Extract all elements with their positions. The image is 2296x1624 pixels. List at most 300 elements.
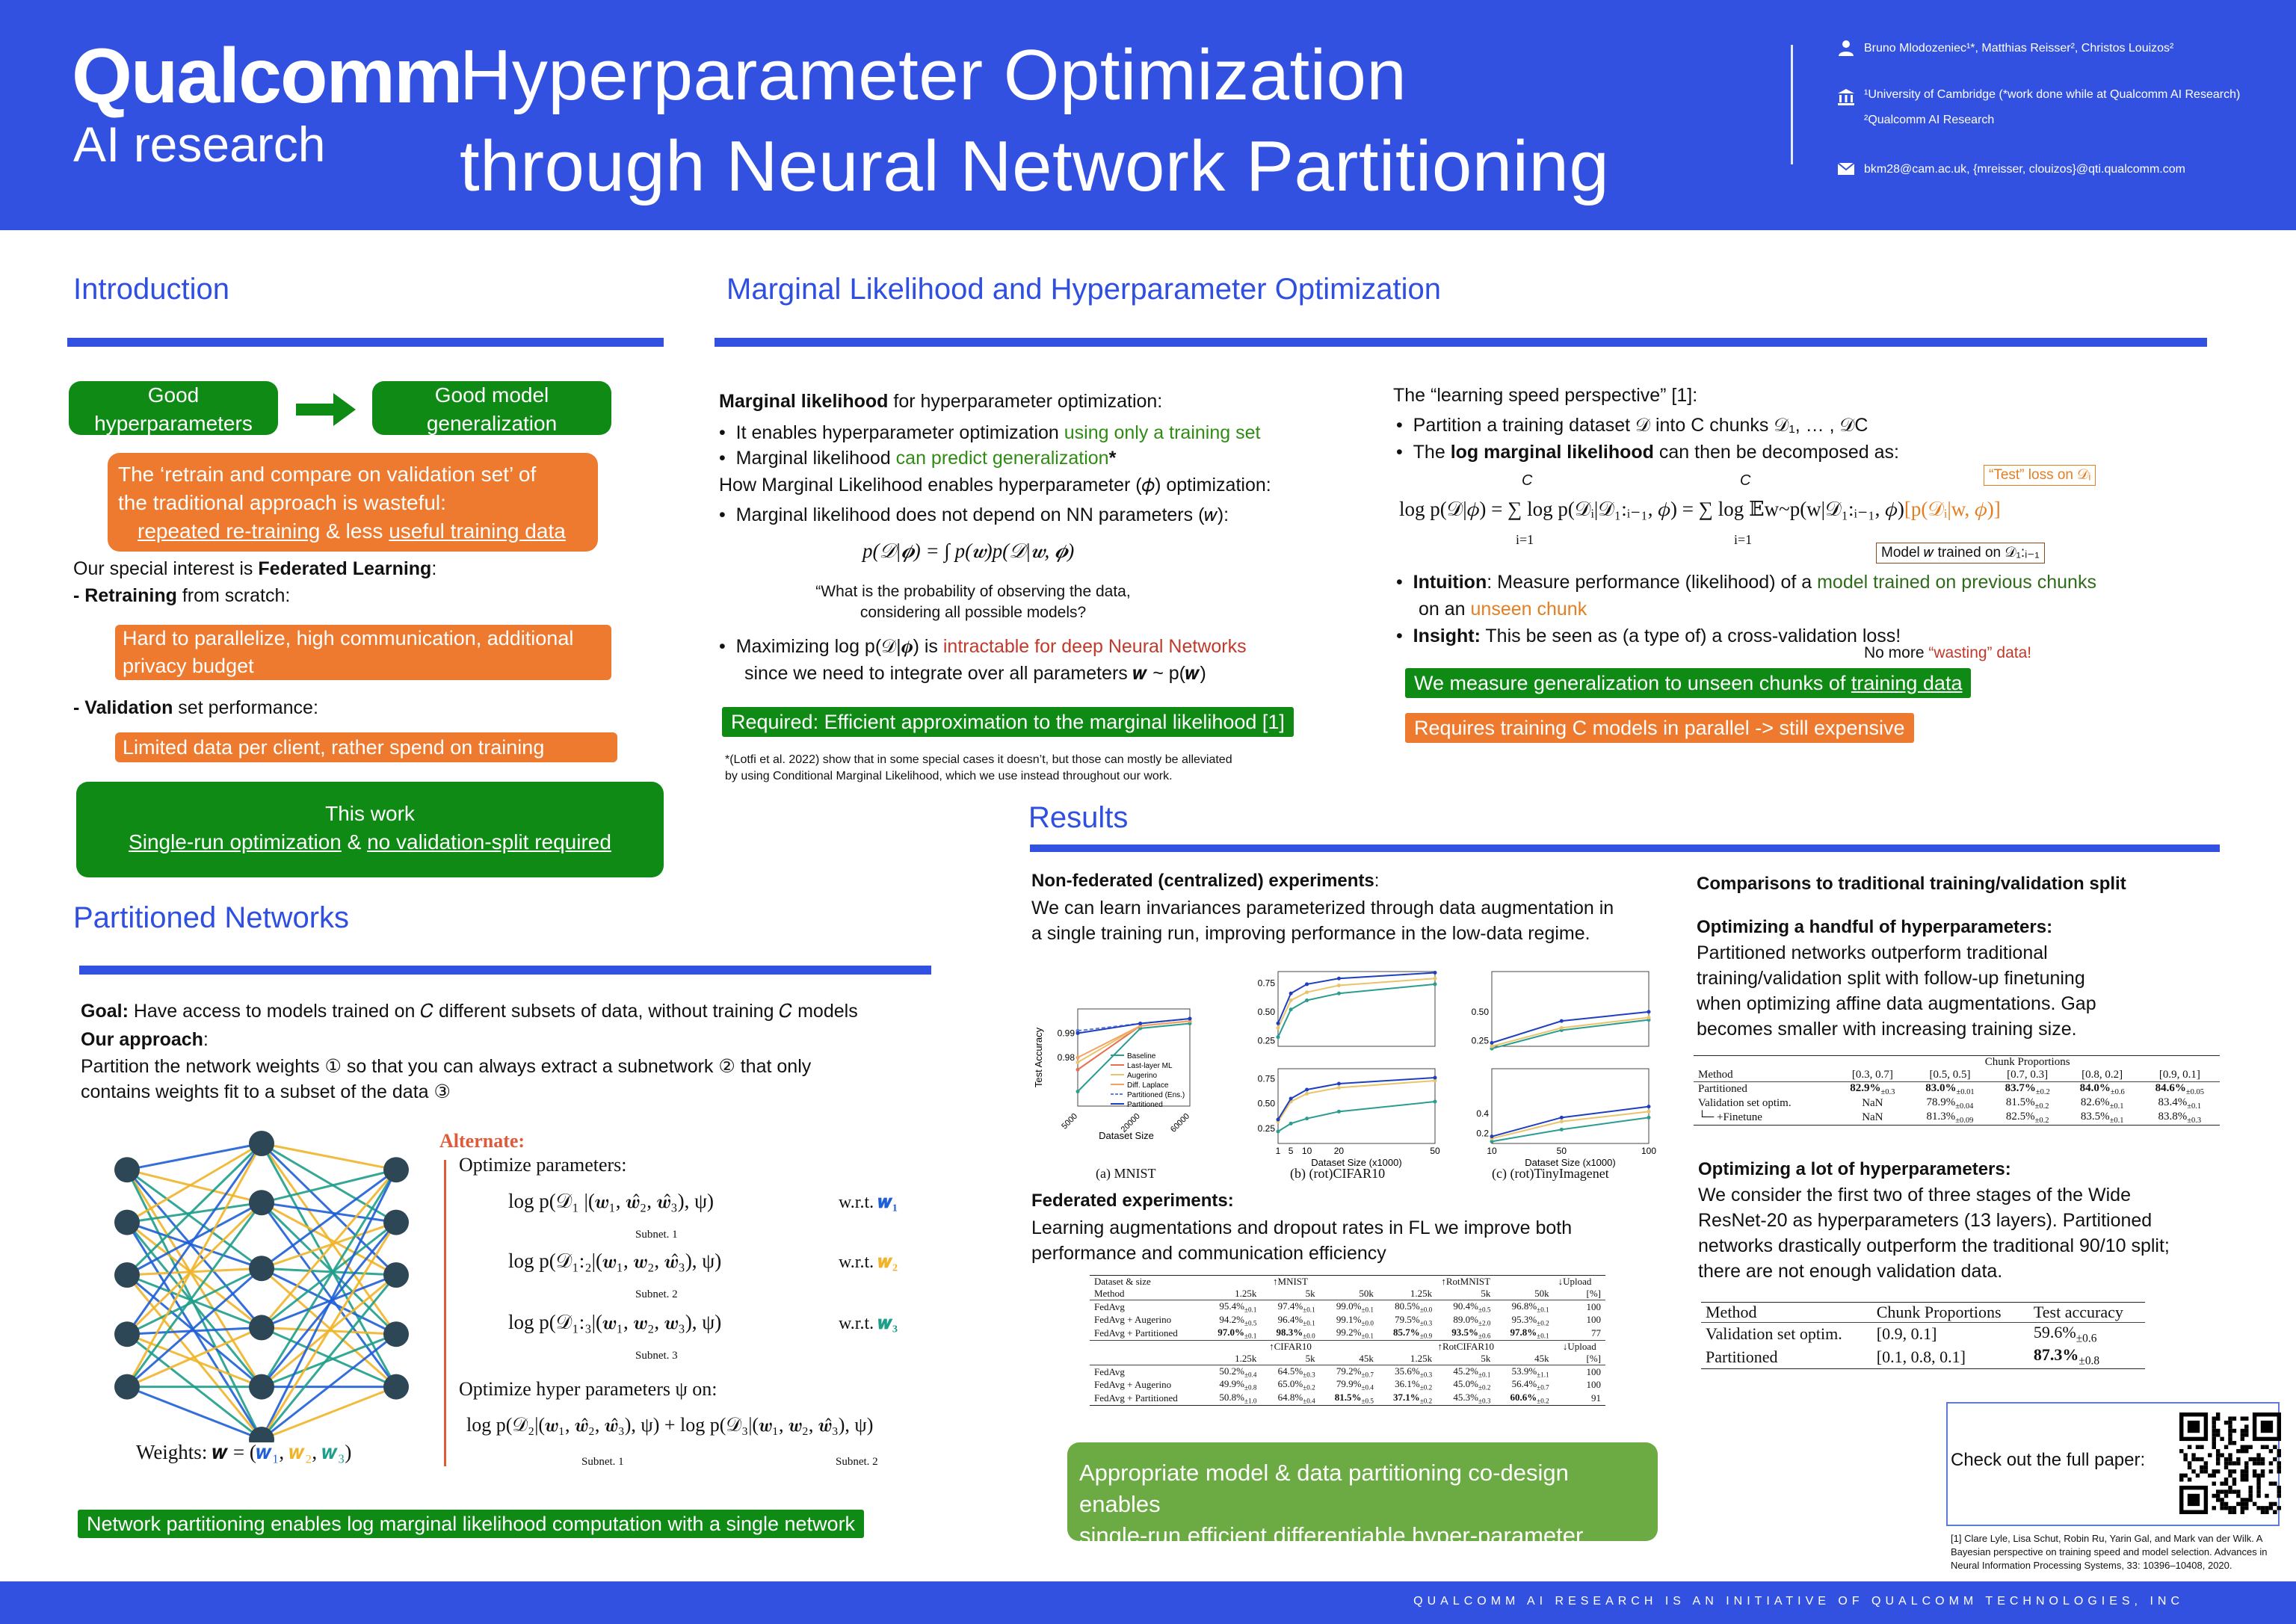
table-cell: 100 bbox=[1586, 1379, 1601, 1391]
qr-module bbox=[2216, 1449, 2220, 1453]
retraining-issue-box: Hard to parallelize, high communication, additional privacy budget bbox=[115, 625, 611, 680]
chart-a-ytick: 0.99 bbox=[1057, 1028, 1075, 1039]
qr-module bbox=[2216, 1453, 2220, 1457]
table-cell: $45.2\%_{\pm 0.1}$ bbox=[1453, 1365, 1491, 1379]
ls-bullet-2: • The log marginal likelihood can then be decomposed as: bbox=[1396, 442, 1899, 463]
chart-b-point bbox=[1337, 984, 1341, 987]
qr-module bbox=[2256, 1478, 2260, 1481]
qr-module bbox=[2248, 1445, 2252, 1449]
qr-module bbox=[2204, 1466, 2208, 1469]
qr-module bbox=[2228, 1474, 2232, 1478]
table-cell: [0.5, 0.5] bbox=[1929, 1069, 1971, 1081]
qr-finder bbox=[2188, 1494, 2200, 1506]
federated-table bbox=[1090, 1275, 1605, 1406]
network-node bbox=[114, 1374, 140, 1400]
qr-module bbox=[2232, 1478, 2236, 1481]
header-divider bbox=[1791, 45, 1793, 164]
qr-module bbox=[2261, 1474, 2265, 1478]
ls-title: The “learning speed perspective” [1]: bbox=[1393, 385, 1698, 406]
network-node bbox=[383, 1157, 409, 1182]
table-cell: $35.6\%_{\pm 0.3}$ bbox=[1395, 1365, 1433, 1379]
qr-module bbox=[2236, 1494, 2240, 1498]
table-cell: $65.0\%_{\pm 0.2}$ bbox=[1277, 1378, 1315, 1392]
qr-module bbox=[2196, 1457, 2200, 1461]
qr-module bbox=[2224, 1421, 2228, 1424]
subnet-2-label: Subnet. 2 bbox=[635, 1288, 678, 1300]
chart-c-point bbox=[1490, 1134, 1494, 1138]
table-cell: $96.4\%_{\pm 0.1}$ bbox=[1277, 1313, 1315, 1327]
table-cell: FedAvg bbox=[1094, 1365, 1125, 1377]
network-node bbox=[249, 1315, 274, 1340]
table-cell: 5k bbox=[1305, 1352, 1315, 1364]
qr-module bbox=[2179, 1449, 2183, 1453]
alternate-bracket bbox=[444, 1160, 446, 1466]
chart-c-point bbox=[1490, 1041, 1494, 1045]
qr-module bbox=[2253, 1469, 2256, 1473]
pn-approach-text: Partition the network weights ① so that you can always extract a subnetwork ② that only contains weights fit to a subset of the data ③ bbox=[81, 1056, 812, 1102]
qr-module bbox=[2273, 1445, 2277, 1449]
chart-c-point bbox=[1647, 1110, 1651, 1114]
qr-module bbox=[2188, 1466, 2191, 1469]
subnet-1-label: Subnet. 1 bbox=[635, 1229, 678, 1241]
good-generalization-box: Good model generalization bbox=[372, 381, 611, 435]
qr-module bbox=[2253, 1457, 2256, 1461]
chart-b-point bbox=[1305, 982, 1309, 986]
qr-module bbox=[2224, 1494, 2228, 1498]
qr-module bbox=[2244, 1433, 2248, 1436]
table-cell: $60.6\%_{\pm 0.2}$ bbox=[1510, 1391, 1549, 1405]
eq-subnet-2: log p(𝒟₁:₂|(𝒘₁, 𝒘₂, 𝒘̂₃), ψ) bbox=[508, 1250, 722, 1272]
chart-b-ytick: 0.75 bbox=[1257, 978, 1275, 989]
chart-b-point bbox=[1289, 992, 1293, 995]
table-header bbox=[1694, 1056, 2220, 1069]
qr-module bbox=[2261, 1461, 2265, 1465]
table-cell: $99.2\%_{\pm 0.1}$ bbox=[1336, 1327, 1374, 1340]
chart-c-point bbox=[1647, 1016, 1651, 1019]
person-icon bbox=[1837, 39, 1855, 57]
optimize-hyper-label: Optimize hyper parameters ψ on: bbox=[459, 1378, 718, 1400]
qr-module bbox=[2269, 1481, 2273, 1485]
table-cell: $64.5\%_{\pm 0.3}$ bbox=[1277, 1365, 1315, 1379]
ml-equation-1: p(𝒟|𝝓) = ∫ p(𝒘)p(𝒟|𝒘, 𝝓) bbox=[862, 540, 1075, 562]
chart-b-point bbox=[1305, 990, 1309, 994]
table-cell: NaN bbox=[1862, 1111, 1883, 1123]
table-cell: $36.1\%_{\pm 0.2}$ bbox=[1395, 1378, 1433, 1392]
weights-label: Weights: 𝒘 = (𝒘₁, 𝒘₂, 𝒘₃) bbox=[136, 1441, 352, 1463]
qr-module bbox=[2188, 1478, 2191, 1481]
qr-module bbox=[2256, 1474, 2260, 1478]
chart-b-point bbox=[1434, 971, 1437, 975]
table-cell: $45.3\%_{\pm 0.3}$ bbox=[1453, 1391, 1491, 1405]
section-title-results: Results bbox=[1028, 801, 1129, 834]
chart-b-xtick: 1 bbox=[1275, 1146, 1281, 1156]
qr-module bbox=[2277, 1461, 2281, 1465]
table-cell: $49.9\%_{\pm 0.8}$ bbox=[1219, 1378, 1257, 1392]
qr-module bbox=[2212, 1424, 2216, 1428]
sum-top-1: C bbox=[1522, 472, 1533, 489]
qr-module bbox=[2232, 1461, 2236, 1465]
validation-issue-box: Limited data per client, rather spend on training bbox=[115, 732, 617, 762]
chart-b-point bbox=[1289, 1122, 1293, 1126]
table-row bbox=[1090, 1327, 1605, 1340]
qr-module bbox=[2248, 1494, 2252, 1498]
qr-module bbox=[2261, 1506, 2265, 1510]
table-cell: Method bbox=[1706, 1303, 1757, 1321]
qr-module bbox=[2224, 1445, 2228, 1449]
qr-module bbox=[2216, 1457, 2220, 1461]
table-row bbox=[1694, 1082, 2220, 1097]
paper-link-box[interactable] bbox=[1946, 1402, 2280, 1526]
model-w-annotation: Model 𝑤 trained on 𝒟₁:ᵢ₋₁ bbox=[1876, 543, 2045, 564]
chart-c-xtick: 100 bbox=[1641, 1146, 1657, 1156]
table-cell: $99.0\%_{\pm 0.1}$ bbox=[1336, 1300, 1374, 1314]
table-row bbox=[1090, 1300, 1605, 1314]
table-cell: $80.5\%_{\pm 0.0}$ bbox=[1395, 1300, 1433, 1314]
qr-module bbox=[2204, 1469, 2208, 1473]
chart-c-xtick: 10 bbox=[1487, 1146, 1497, 1156]
qr-module bbox=[2228, 1469, 2232, 1473]
chart-b-point bbox=[1337, 1086, 1341, 1090]
chart-c-ytick: 0.50 bbox=[1471, 1006, 1489, 1017]
chart-a-point bbox=[1138, 1022, 1142, 1025]
qr-module bbox=[2277, 1449, 2281, 1453]
requires-banner: Requires training C models in parallel -> still expensive bbox=[1405, 713, 1914, 743]
table-cell: $97.8\%_{\pm 0.1}$ bbox=[1510, 1327, 1549, 1340]
qr-module bbox=[2241, 1416, 2244, 1420]
network-node bbox=[383, 1321, 409, 1347]
qr-module bbox=[2228, 1421, 2232, 1424]
chart-b-point bbox=[1434, 977, 1437, 981]
qr-module bbox=[2200, 1469, 2203, 1473]
table-cell: $45.0\%_{\pm 0.2}$ bbox=[1453, 1378, 1491, 1392]
qr-module bbox=[2269, 1449, 2273, 1453]
chart-c-point bbox=[1647, 1116, 1651, 1120]
qr-module bbox=[2196, 1474, 2200, 1478]
wrn-table-wrap bbox=[1701, 1302, 2145, 1369]
wide-resnet-table bbox=[1701, 1302, 2145, 1369]
arrow-right-icon bbox=[296, 393, 356, 426]
network-node bbox=[249, 1190, 274, 1215]
section-rule bbox=[67, 338, 664, 347]
table-cell: $90.4\%_{\pm 0.5}$ bbox=[1453, 1300, 1491, 1314]
qr-module bbox=[2277, 1469, 2281, 1473]
qr-module bbox=[2244, 1461, 2248, 1465]
table-cell: 100 bbox=[1586, 1365, 1601, 1377]
qr-module bbox=[2236, 1489, 2240, 1493]
qr-module bbox=[2256, 1486, 2260, 1489]
qr-module bbox=[2220, 1502, 2224, 1506]
qr-module bbox=[2216, 1469, 2220, 1473]
chart-b-caption: (b) (rot)CIFAR10 bbox=[1290, 1166, 1386, 1181]
table-cell: [0.8, 0.2] bbox=[2081, 1069, 2123, 1081]
conclusion-box: Appropriate model & data partitioning co-design enables single-run efficient differentiable hyper-parameter optimization bbox=[1067, 1442, 1658, 1541]
chart-b-ytick: 0.50 bbox=[1257, 1098, 1275, 1109]
table-cell: $98.3\%_{\pm 0.0}$ bbox=[1276, 1327, 1315, 1340]
qr-module bbox=[2256, 1453, 2260, 1457]
qr-module bbox=[2241, 1445, 2244, 1449]
poster-header bbox=[0, 0, 2296, 230]
qr-module bbox=[2244, 1498, 2248, 1501]
network-edge bbox=[262, 1275, 396, 1439]
wrt-1: w.r.t. 𝒘₁ bbox=[839, 1193, 898, 1212]
table-cell: $99.1\%_{\pm 0.0}$ bbox=[1336, 1313, 1374, 1327]
table-cell: Partitioned bbox=[1706, 1347, 1778, 1366]
qr-module bbox=[2277, 1486, 2281, 1489]
chart-b-xtick: 50 bbox=[1430, 1146, 1440, 1156]
table-cell: $84.6\%_{\pm 0.05}$ bbox=[2155, 1082, 2205, 1096]
pn-approach: Our approach: bbox=[81, 1029, 209, 1050]
qr-finder bbox=[2261, 1421, 2273, 1433]
optimize-params-label: Optimize parameters: bbox=[459, 1154, 627, 1176]
table-row bbox=[1090, 1314, 1605, 1327]
qr-module bbox=[2228, 1424, 2232, 1428]
table-cell: $79.9\%_{\pm 0.4}$ bbox=[1336, 1378, 1374, 1392]
qr-module bbox=[2256, 1461, 2260, 1465]
qr-module bbox=[2212, 1437, 2216, 1441]
qr-module bbox=[2241, 1478, 2244, 1481]
table-row bbox=[1701, 1303, 2145, 1323]
table-cell: $53.9\%_{\pm 1.1}$ bbox=[1511, 1365, 1549, 1379]
qr-module bbox=[2212, 1421, 2216, 1424]
qr-module bbox=[2224, 1506, 2228, 1510]
qr-finder bbox=[2188, 1421, 2200, 1433]
qr-module bbox=[2216, 1429, 2220, 1433]
ml-quote: “What is the probability of observing the data, considering all possible models? bbox=[815, 583, 1131, 621]
chart-a-point bbox=[1076, 1056, 1080, 1060]
qr-module bbox=[2232, 1506, 2236, 1510]
qr-module bbox=[2220, 1506, 2224, 1510]
ls-equation: log p(𝒟|𝜙) = ∑ log p(𝒟ᵢ|𝒟₁:ᵢ₋₁, 𝜙) = ∑ log 𝔼w~p(w|𝒟₁:ᵢ₋₁, 𝜙)[p(𝒟ᵢ|w, 𝜙)] bbox=[1399, 498, 2001, 520]
table-cell: $81.3\%_{\pm 0.09}$ bbox=[1926, 1111, 1974, 1125]
lot-text: We consider the first two of three stages of the Wide ResNet-20 as hyperparameters (13 layers). Partitioned networks drastically outperform the traditional 90/10 split; there are not enough validation data. bbox=[1698, 1185, 2170, 1282]
chart-b-series-line bbox=[1278, 1078, 1435, 1120]
qr-module bbox=[2183, 1453, 2187, 1457]
qr-module bbox=[2232, 1469, 2236, 1473]
qr-module bbox=[2216, 1412, 2220, 1416]
footer-text: QUALCOMM AI RESEARCH IS AN INITIATIVE OF QUALCOMM TECHNOLOGIES, INC bbox=[1413, 1595, 2184, 1608]
qr-module bbox=[2212, 1474, 2216, 1478]
chart-c-ytick: 0.2 bbox=[1476, 1128, 1489, 1139]
ml-bullet-3: • Marginal likelihood does not depend on NN parameters (𝑤): bbox=[719, 504, 1229, 525]
qr-module bbox=[2200, 1445, 2203, 1449]
handful-text: Partitioned networks outperform traditional training/validation split with follow-up finetuning when optimizing affine data augmentations. Gap becomes smaller with increasing training size. bbox=[1697, 942, 2096, 1040]
table-cell: 77 bbox=[1591, 1327, 1601, 1339]
intuition-cont: on an unseen chunk bbox=[1419, 599, 1587, 620]
table-cell: [0.7, 0.3] bbox=[2007, 1069, 2049, 1081]
table-cell: Partitioned bbox=[1698, 1083, 1747, 1095]
qr-module bbox=[2228, 1429, 2232, 1433]
qr-module bbox=[2212, 1494, 2216, 1498]
table-cell: FedAvg + Augerino bbox=[1094, 1314, 1172, 1326]
table-row bbox=[1701, 1345, 2145, 1368]
qr-module bbox=[2232, 1481, 2236, 1485]
chunk-proportions-table bbox=[1694, 1055, 2220, 1126]
chart-b-frame bbox=[1278, 972, 1435, 1046]
ml-bullet-4: • Maximizing log p(𝒟|𝝓) is intractable for deep Neural Networks bbox=[719, 636, 1247, 657]
table-cell: $87.3\%_{\pm 0.8}$ bbox=[2033, 1345, 2100, 1368]
qr-module bbox=[2244, 1449, 2248, 1453]
qr-module bbox=[2261, 1457, 2265, 1461]
chart-a-point bbox=[1076, 1031, 1080, 1035]
chart-a-ylabel: Test Accuracy bbox=[1033, 1027, 1044, 1088]
qr-module bbox=[2216, 1498, 2220, 1501]
qr-module bbox=[2228, 1457, 2232, 1461]
section-title-marginal-likelihood: Marginal Likelihood and Hyperparameter Optimization bbox=[726, 273, 1442, 306]
qr-module bbox=[2228, 1506, 2232, 1510]
chunk-table-wrap bbox=[1694, 1055, 2220, 1126]
chart-b-xlabel: Dataset Size (x1000) bbox=[1311, 1157, 1402, 1168]
table-row bbox=[1090, 1288, 1605, 1300]
table-cell: $81.5\%_{\pm 0.5}$ bbox=[1334, 1391, 1374, 1405]
chart-c-point bbox=[1647, 1010, 1651, 1013]
table-cell: $81.5\%_{\pm 0.2}$ bbox=[2005, 1096, 2049, 1111]
qr-module bbox=[2220, 1453, 2224, 1457]
chart-b-point bbox=[1305, 998, 1309, 1002]
chart-a-xlabel: Dataset Size bbox=[1099, 1130, 1154, 1141]
table-cell: $84.0\%_{\pm 0.6}$ bbox=[2079, 1082, 2125, 1096]
table-cell: $95.3\%_{\pm 0.2}$ bbox=[1511, 1313, 1549, 1327]
chart-a-xtick: 5000 bbox=[1060, 1111, 1080, 1131]
table-cell: Method bbox=[1094, 1288, 1125, 1299]
chart-c-ytick: 0.4 bbox=[1476, 1108, 1489, 1119]
qr-module bbox=[2212, 1469, 2216, 1473]
chart-a-ytick: 0.98 bbox=[1057, 1052, 1075, 1063]
table-cell: $83.8\%_{\pm 0.3}$ bbox=[2158, 1111, 2202, 1125]
qr-module bbox=[2248, 1498, 2252, 1501]
qr-code-icon[interactable] bbox=[2179, 1412, 2281, 1514]
intuition: • Intuition: Measure performance (likelihood) of a model trained on previous chunks bbox=[1396, 572, 2096, 593]
network-edge bbox=[127, 1170, 262, 1202]
qr-module bbox=[2228, 1433, 2232, 1436]
table-cell: 1.25k bbox=[1410, 1288, 1433, 1299]
qr-module bbox=[2244, 1502, 2248, 1506]
this-work-box: This work Single-run optimization & no validation-split required bbox=[76, 782, 664, 877]
table-row bbox=[1701, 1323, 2145, 1346]
qr-module bbox=[2191, 1469, 2195, 1473]
network-node bbox=[383, 1262, 409, 1288]
qr-module bbox=[2224, 1466, 2228, 1469]
table-cell: Chunk Proportions bbox=[1876, 1303, 2002, 1321]
chart-b-point bbox=[1337, 1110, 1341, 1114]
chart-a-legend-label: Augerino bbox=[1127, 1072, 1158, 1080]
table-header-cell: ↑RotMNIST bbox=[1441, 1276, 1491, 1287]
qr-module bbox=[2224, 1481, 2228, 1485]
table-cell: $82.5\%_{\pm 0.2}$ bbox=[2005, 1111, 2049, 1125]
chart-b-xtick: 10 bbox=[1301, 1146, 1312, 1156]
qr-module bbox=[2228, 1441, 2232, 1445]
table-cell: $37.1\%_{\pm 0.2}$ bbox=[1393, 1391, 1433, 1405]
table-cell: Test accuracy bbox=[2033, 1303, 2123, 1321]
qr-module bbox=[2241, 1510, 2244, 1514]
chart-b-frame bbox=[1278, 1069, 1435, 1143]
network-node bbox=[383, 1374, 409, 1400]
qr-module bbox=[2269, 1506, 2273, 1510]
qr-module bbox=[2269, 1461, 2273, 1465]
chart-a-point bbox=[1188, 1017, 1192, 1021]
chart-b-point bbox=[1337, 977, 1341, 981]
table-cell: └─ +Finetune bbox=[1698, 1111, 1762, 1123]
table-header-cell bbox=[1090, 1340, 1203, 1353]
table-cell: 5k bbox=[1305, 1288, 1315, 1299]
table-cell: $82.9\%_{\pm 0.3}$ bbox=[1850, 1082, 1895, 1096]
table-cell: 5k bbox=[1481, 1352, 1491, 1364]
network-node bbox=[114, 1210, 140, 1235]
chart-b-point bbox=[1277, 1026, 1280, 1030]
qr-module bbox=[2212, 1445, 2216, 1449]
table-header-cell: ↑RotCIFAR10 bbox=[1437, 1340, 1495, 1352]
table-cell: [0.9, 0.1] bbox=[1876, 1324, 1937, 1344]
qr-module bbox=[2216, 1433, 2220, 1436]
qr-module bbox=[2273, 1502, 2277, 1506]
table-header-cell: ↓Upload bbox=[1562, 1340, 1596, 1352]
chart-b-xtick: 20 bbox=[1333, 1146, 1345, 1156]
qr-module bbox=[2228, 1489, 2232, 1493]
contact-email[interactable]: bkm28@cam.ac.uk, {mreisser, clouizos}@qti.qualcomm.com bbox=[1864, 163, 2185, 176]
qr-module bbox=[2220, 1437, 2224, 1441]
table-cell: $50.8\%_{\pm 1.0}$ bbox=[1219, 1391, 1257, 1405]
qr-module bbox=[2224, 1461, 2228, 1465]
qr-module bbox=[2241, 1506, 2244, 1510]
qr-module bbox=[2204, 1461, 2208, 1465]
poster-footer bbox=[0, 1581, 2296, 1624]
qr-module bbox=[2253, 1474, 2256, 1478]
affiliation-1: ¹University of Cambridge (*work done while at Qualcomm AI Research) bbox=[1864, 88, 2241, 101]
qr-module bbox=[2248, 1486, 2252, 1489]
federated-learning-intro: Our special interest is Federated Learning: bbox=[73, 558, 437, 579]
wrt-2: w.r.t. 𝒘₂ bbox=[839, 1253, 898, 1272]
qr-module bbox=[2224, 1489, 2228, 1493]
chart-c-point bbox=[1490, 1045, 1494, 1049]
chart-a-xtick: 20000 bbox=[1119, 1111, 1142, 1134]
table-cell: 50k bbox=[1359, 1288, 1374, 1299]
qr-module bbox=[2216, 1489, 2220, 1493]
chart-b-point bbox=[1289, 1097, 1293, 1101]
table-cell: $82.6\%_{\pm 0.1}$ bbox=[2080, 1096, 2124, 1111]
chart-c-caption: (c) (rot)TinyImagenet bbox=[1492, 1166, 1609, 1181]
qr-module bbox=[2244, 1478, 2248, 1481]
qr-module bbox=[2241, 1429, 2244, 1433]
chart-b-point bbox=[1434, 982, 1437, 986]
qr-module bbox=[2196, 1445, 2200, 1449]
qr-module bbox=[2191, 1457, 2195, 1461]
insight: • Insight: This be seen as (a type of) a cross-validation loss! bbox=[1396, 626, 1901, 646]
qr-module bbox=[2232, 1510, 2236, 1514]
qr-module bbox=[2261, 1510, 2265, 1514]
qr-module bbox=[2216, 1461, 2220, 1465]
chart-b-point bbox=[1289, 998, 1293, 1002]
institution-icon bbox=[1837, 88, 1855, 106]
qr-module bbox=[2200, 1466, 2203, 1469]
table-cell: $83.7\%_{\pm 0.2}$ bbox=[2005, 1082, 2050, 1096]
table-header-cell: ↓Upload bbox=[1558, 1276, 1592, 1287]
table-cell: $85.7\%_{\pm 0.9}$ bbox=[1393, 1327, 1433, 1340]
qr-label: Check out the full paper: bbox=[1951, 1450, 2146, 1470]
network-edge bbox=[262, 1143, 396, 1170]
qr-module bbox=[2212, 1506, 2216, 1510]
qr-module bbox=[2232, 1429, 2236, 1433]
qr-module bbox=[2183, 1457, 2187, 1461]
test-loss-annotation: “Test” loss on 𝒟ᵢ bbox=[1984, 465, 2096, 486]
qr-module bbox=[2179, 1478, 2183, 1481]
table-cell: $97.0\%_{\pm 0.1}$ bbox=[1218, 1327, 1257, 1340]
table-header-cell: Dataset & size bbox=[1094, 1276, 1151, 1287]
table-row bbox=[1090, 1353, 1605, 1365]
qr-module bbox=[2228, 1437, 2232, 1441]
table-cell: $95.4\%_{\pm 0.1}$ bbox=[1219, 1300, 1257, 1314]
qr-module bbox=[2265, 1445, 2268, 1449]
chart-a-point bbox=[1076, 1060, 1080, 1064]
qr-module bbox=[2244, 1466, 2248, 1469]
